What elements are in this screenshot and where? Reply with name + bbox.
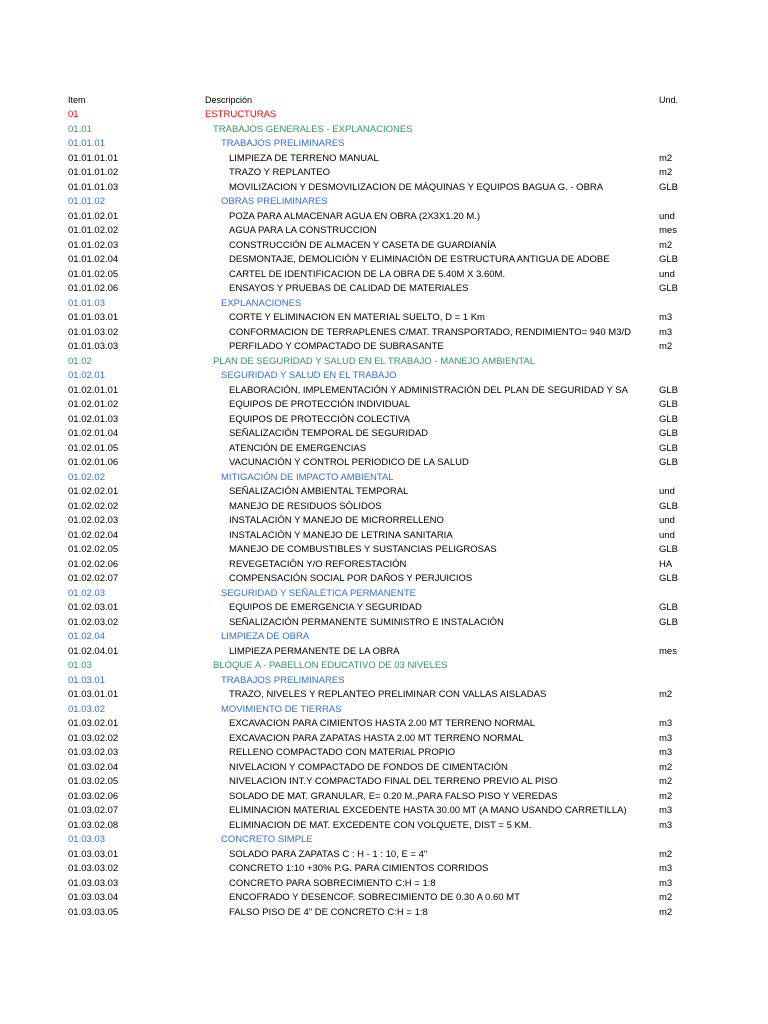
row-item-code: 01.02.03.01	[68, 602, 119, 613]
row-unit: mes	[659, 225, 677, 236]
row-item-code: 01.03.03	[68, 834, 105, 845]
row-unit: GLB	[659, 384, 679, 396]
table-row	[0, 166, 768, 181]
row-description: NIVELACION Y COMPACTADO DE FONDOS DE CIMENTACIÓN	[229, 761, 508, 773]
row-item-code: 01.02	[68, 355, 92, 367]
row-unit: und	[659, 210, 675, 222]
row-unit: m2	[659, 761, 673, 773]
header-description: Descripción	[205, 95, 253, 105]
row-description: ELABORACIÓN, IMPLEMENTACIÓN Y ADMINISTRACIÓN DEL PLAN DE SEGURIDAD Y SA	[229, 384, 628, 396]
row-item-code: 01.01.02.02	[68, 225, 119, 236]
row-item-code: 01.02.04	[68, 631, 105, 642]
table-row	[0, 790, 768, 805]
row-item-code: 01.02.03.02	[68, 616, 119, 628]
row-description: MANEJO DE RESIDUOS SÓLIDOS	[229, 500, 382, 512]
row-item-code: 01.03.01.01	[68, 689, 119, 700]
table-row	[0, 645, 768, 660]
row-unit: GLB	[659, 457, 679, 468]
row-description: CONCRETO SIMPLE	[221, 834, 313, 845]
row-item-code: 01.02.02.06	[68, 558, 119, 570]
row-description: DESMONTAJE, DEMOLICIÓN Y ELIMINACIÓN DE ESTRUCTURA ANTIGUA DE ADOBE	[229, 254, 610, 265]
row-unit: und	[659, 268, 675, 280]
row-unit: GLB	[659, 616, 679, 628]
row-description: SEÑALIZACIÓN PERMANENTE SUMINISTRO E INSTALACIÓN	[229, 616, 504, 628]
table-row	[0, 804, 768, 819]
table-row	[0, 471, 768, 486]
row-description: INSTALACIÓN Y MANEJO DE MICRORRELLENO	[229, 515, 444, 526]
header-item: Item	[68, 95, 86, 105]
row-item-code: 01.01	[68, 123, 92, 135]
row-unit: und	[659, 486, 675, 497]
row-description: MOVIMIENTO DE TIERRAS	[221, 703, 342, 715]
row-item-code: 01.03.02	[68, 703, 105, 715]
row-description: LIMPIEZA DE OBRA	[221, 631, 310, 642]
row-description: AGUA PARA LA CONSTRUCCION	[229, 225, 377, 236]
row-item-code: 01.02.03	[68, 587, 105, 599]
table-row	[0, 543, 768, 558]
row-description: CONFORMACION DE TERRAPLENES C/MAT. TRANSPORTADO, RENDIMIENTO= 940 M3/D	[229, 326, 631, 338]
row-item-code: 01.01.02	[68, 196, 105, 207]
row-description: CONCRETO 1:10 +30% P.G. PARA CIMIENTOS CORRIDOS	[229, 863, 489, 874]
row-item-code: 01.02.02	[68, 471, 105, 483]
row-unit: m2	[659, 848, 673, 860]
row-unit: m2	[659, 790, 673, 802]
table-row	[0, 384, 768, 399]
table-row	[0, 500, 768, 515]
table-row	[0, 819, 768, 834]
table-row	[0, 181, 768, 196]
table-row	[0, 891, 768, 906]
table-row	[0, 732, 768, 747]
table-row	[0, 297, 768, 312]
table-row	[0, 369, 768, 384]
row-item-code: 01.03.02.08	[68, 819, 119, 831]
table-row	[0, 703, 768, 718]
row-unit: m3	[659, 312, 673, 323]
row-unit: GLB	[659, 428, 679, 439]
row-item-code: 01.03.02.02	[68, 732, 119, 744]
row-item-code: 01.01.03	[68, 297, 105, 309]
row-item-code: 01.03.02.04	[68, 761, 119, 773]
table-row	[0, 630, 768, 645]
table-row	[0, 326, 768, 341]
row-item-code: 01.01.02.06	[68, 283, 119, 294]
row-item-code: 01.01.02.03	[68, 239, 119, 251]
row-item-code: 01	[68, 109, 79, 120]
table-row	[0, 355, 768, 370]
row-item-code: 01.02.04.01	[68, 645, 119, 657]
row-unit: GLB	[659, 399, 679, 410]
row-description: RELLENO COMPACTADO CON MATERIAL PROPIO	[229, 747, 456, 758]
row-item-code: 01.02.01.03	[68, 413, 119, 425]
row-unit: GLB	[659, 500, 679, 512]
row-description: COMPENSACIÓN SOCIAL POR DAÑOS Y PERJUICIOS	[229, 573, 473, 584]
row-description: POZA PARA ALMACENAR AGUA EN OBRA (2X3X1.20 M.)	[229, 210, 481, 222]
row-description: EQUIPOS DE PROTECCIÓN INDIVIDUAL	[229, 399, 411, 410]
row-unit: HA	[659, 558, 673, 570]
row-unit: und	[659, 529, 675, 541]
table-row	[0, 123, 768, 138]
row-description: TRABAJOS PRELIMINARES	[221, 138, 345, 149]
row-description: ESTRUCTURAS	[205, 109, 277, 120]
row-item-code: 01.02.01	[68, 370, 105, 381]
row-description: MOVILIZACION Y DESMOVILIZACION DE MÁQUINAS Y EQUIPOS BAGUA G. - OBRA	[229, 181, 604, 193]
row-item-code: 01.02.01.02	[68, 399, 119, 410]
table-row	[0, 862, 768, 877]
table-row	[0, 195, 768, 210]
table-row	[0, 659, 768, 674]
table-row	[0, 340, 768, 355]
row-unit: m3	[659, 732, 673, 744]
table-row	[0, 427, 768, 442]
table-row	[0, 137, 768, 152]
row-description: MITIGACIÓN DE IMPACTO AMBIENTAL	[221, 471, 394, 483]
row-description: ENSAYOS Y PRUEBAS DE CALIDAD DE MATERIALES	[229, 283, 469, 294]
table-row	[0, 108, 768, 123]
row-description: ELIMINACION DE MAT. EXCEDENTE CON VOLQUETE, DIST = 5 KM.	[229, 819, 532, 831]
row-unit: m2	[659, 152, 673, 164]
row-unit: m3	[659, 877, 673, 889]
table-row	[0, 239, 768, 254]
row-unit: m2	[659, 892, 673, 903]
row-unit: GLB	[659, 544, 679, 555]
table-row	[0, 311, 768, 326]
row-unit: und	[659, 515, 675, 526]
header-unit: Und.	[659, 95, 679, 105]
row-description: EQUIPOS DE EMERGENCIA Y SEGURIDAD	[229, 602, 422, 613]
row-item-code: 01.01.01.02	[68, 167, 119, 178]
table-row	[0, 601, 768, 616]
table-row	[0, 833, 768, 848]
table-row	[0, 514, 768, 529]
budget-table	[0, 108, 768, 920]
row-item-code: 01.02.02.03	[68, 515, 119, 526]
table-row	[0, 572, 768, 587]
row-item-code: 01.02.02.04	[68, 529, 119, 541]
row-description: SEGURIDAD Y SALUD EN EL TRABAJO	[221, 370, 397, 381]
row-unit: m3	[659, 805, 673, 816]
row-description: CARTEL DE IDENTIFICACION DE LA OBRA DE 5.40M X 3.60M.	[229, 268, 506, 280]
table-row	[0, 877, 768, 892]
row-description: EXCAVACION PARA CIMIENTOS HASTA 2.00 MT TERRENO NORMAL	[229, 718, 536, 729]
row-description: TRAZO Y REPLANTEO	[229, 167, 331, 178]
row-description: ENCOFRADO Y DESENCOF. SOBRECIMIENTO DE 0.30 A 0.60 MT	[229, 892, 520, 903]
table-row	[0, 558, 768, 573]
row-item-code: 01.02.02.05	[68, 544, 119, 555]
row-item-code: 01.01.02.01	[68, 210, 119, 222]
row-item-code: 01.01.02.04	[68, 254, 119, 265]
row-item-code: 01.01.03.03	[68, 341, 119, 352]
row-unit: m3	[659, 747, 673, 758]
row-item-code: 01.02.01.05	[68, 442, 119, 454]
row-item-code: 01.03.03.05	[68, 906, 119, 918]
table-row	[0, 848, 768, 863]
row-unit: GLB	[659, 573, 679, 584]
table-row	[0, 442, 768, 457]
table-row	[0, 152, 768, 167]
row-item-code: 01.02.02.02	[68, 500, 119, 512]
row-description: ELIMINACION MATERIAL EXCEDENTE HASTA 30.00 MT (A MANO USANDO CARRETILLA)	[229, 805, 627, 816]
row-item-code: 01.03.03.01	[68, 848, 119, 860]
row-description: SOLADO DE MAT. GRANULAR, E= 0.20 M.,PARA FALSO PISO Y VEREDAS	[229, 790, 558, 802]
table-header	[0, 95, 768, 108]
row-description: EQUIPOS DE PROTECCIÓN COLECTIVA	[229, 413, 410, 425]
row-unit: m2	[659, 239, 673, 251]
row-item-code: 01.03.02.03	[68, 747, 119, 758]
row-item-code: 01.03.02.05	[68, 776, 119, 787]
row-unit: m3	[659, 819, 673, 831]
row-description: SEÑALIZACIÓN TEMPORAL DE SEGURIDAD	[229, 428, 429, 439]
row-description: FALSO PISO DE 4" DE CONCRETO C:H = 1:8	[229, 906, 428, 918]
table-row	[0, 688, 768, 703]
row-description: SOLADO PARA ZAPATAS C : H - 1 : 10, E = 4"	[229, 848, 428, 860]
row-item-code: 01.01.03.01	[68, 312, 119, 323]
row-unit: m2	[659, 776, 673, 787]
row-description: INSTALACIÓN Y MANEJO DE LETRINA SANITARIA	[229, 529, 453, 541]
row-item-code: 01.02.01.04	[68, 428, 119, 439]
row-item-code: 01.01.01.03	[68, 181, 119, 193]
row-description: EXCAVACION PARA ZAPATAS HASTA 2.00 MT TERRENO NORMAL	[229, 732, 524, 744]
table-row	[0, 906, 768, 921]
row-item-code: 01.02.02.01	[68, 486, 119, 497]
row-item-code: 01.01.01	[68, 138, 105, 149]
table-row	[0, 413, 768, 428]
row-description: CORTE Y ELIMINACION EN MATERIAL SUELTO, D = 1 Km	[229, 312, 485, 323]
row-description: PERFILADO Y COMPACTADO DE SUBRASANTE	[229, 341, 444, 352]
row-description: VACUNACIÓN Y CONTROL PERIODICO DE LA SALUD	[229, 457, 469, 468]
row-description: REVEGETACIÓN Y/O REFORESTACIÓN	[229, 558, 407, 570]
row-unit: m2	[659, 906, 673, 918]
table-row	[0, 717, 768, 732]
row-description: LIMPIEZA PERMANENTE DE LA OBRA	[229, 645, 400, 657]
row-item-code: 01.03	[68, 660, 92, 671]
row-unit: GLB	[659, 283, 679, 294]
row-item-code: 01.03.02.01	[68, 718, 119, 729]
row-description: NIVELACION INT.Y COMPACTADO FINAL DEL TERRENO PREVIO AL PISO	[229, 776, 558, 787]
row-description: BLOQUE A - PABELLON EDUCATIVO DE 03 NIVELES	[213, 660, 448, 671]
row-unit: m3	[659, 718, 673, 729]
row-item-code: 01.01.03.02	[68, 326, 119, 338]
row-unit: GLB	[659, 602, 679, 613]
row-description: TRABAJOS GENERALES - EXPLANACIONES	[213, 123, 413, 135]
row-item-code: 01.03.03.02	[68, 863, 119, 874]
table-row	[0, 587, 768, 602]
table-row	[0, 398, 768, 413]
row-item-code: 01.02.01.06	[68, 457, 119, 468]
row-unit: m3	[659, 326, 673, 338]
row-description: ATENCIÓN DE EMERGENCIAS	[229, 442, 367, 454]
row-unit: m2	[659, 167, 673, 178]
row-item-code: 01.02.02.07	[68, 573, 119, 584]
row-unit: GLB	[659, 254, 679, 265]
table-row	[0, 674, 768, 689]
row-item-code: 01.01.01.01	[68, 152, 119, 164]
row-item-code: 01.03.02.07	[68, 805, 119, 816]
row-unit: m2	[659, 689, 673, 700]
table-row	[0, 529, 768, 544]
table-row	[0, 456, 768, 471]
row-item-code: 01.02.01.01	[68, 384, 119, 396]
row-unit: m2	[659, 341, 673, 352]
row-description: TRABAJOS PRELIMINARES	[221, 674, 345, 686]
row-description: CONCRETO PARA SOBRECIMIENTO C:H = 1:8	[229, 877, 436, 889]
row-unit: GLB	[659, 413, 679, 425]
table-row	[0, 210, 768, 225]
table-row	[0, 268, 768, 283]
row-unit: GLB	[659, 442, 679, 454]
row-description: SEGURIDAD Y SEÑALÉTICA PERMANENTE	[221, 587, 416, 599]
row-description: EXPLANACIONES	[221, 297, 302, 309]
table-row	[0, 253, 768, 268]
row-item-code: 01.03.03.04	[68, 892, 119, 903]
table-row	[0, 224, 768, 239]
row-item-code: 01.01.02.05	[68, 268, 119, 280]
table-row	[0, 616, 768, 631]
row-unit: GLB	[659, 181, 679, 193]
row-unit: m3	[659, 863, 673, 874]
row-description: CONSTRUCCIÓN DE ALMACEN Y CASETA DE GUARDIANÍA	[229, 239, 497, 251]
table-row	[0, 761, 768, 776]
row-item-code: 01.03.02.06	[68, 790, 119, 802]
row-unit: mes	[659, 645, 677, 657]
table-row	[0, 485, 768, 500]
row-description: LIMPIEZA DE TERRENO MANUAL	[229, 152, 379, 164]
row-description: TRAZO, NIVELES Y REPLANTEO PRELIMINAR CON VALLAS AISLADAS	[229, 689, 547, 700]
row-description: MANEJO DE COMBUSTIBLES Y SUSTANCIAS PELIGROSAS	[229, 544, 497, 555]
table-row	[0, 775, 768, 790]
row-item-code: 01.03.01	[68, 674, 105, 686]
row-description: OBRAS PRELIMINARES	[221, 196, 328, 207]
row-description: SEÑALIZACIÓN AMBIENTAL TEMPORAL	[229, 486, 409, 497]
row-item-code: 01.03.03.03	[68, 877, 119, 889]
table-row	[0, 282, 768, 297]
row-description: PLAN DE SEGURIDAD Y SALUD EN EL TRABAJO - MANEJO AMBIENTAL	[213, 355, 536, 367]
table-row	[0, 746, 768, 761]
